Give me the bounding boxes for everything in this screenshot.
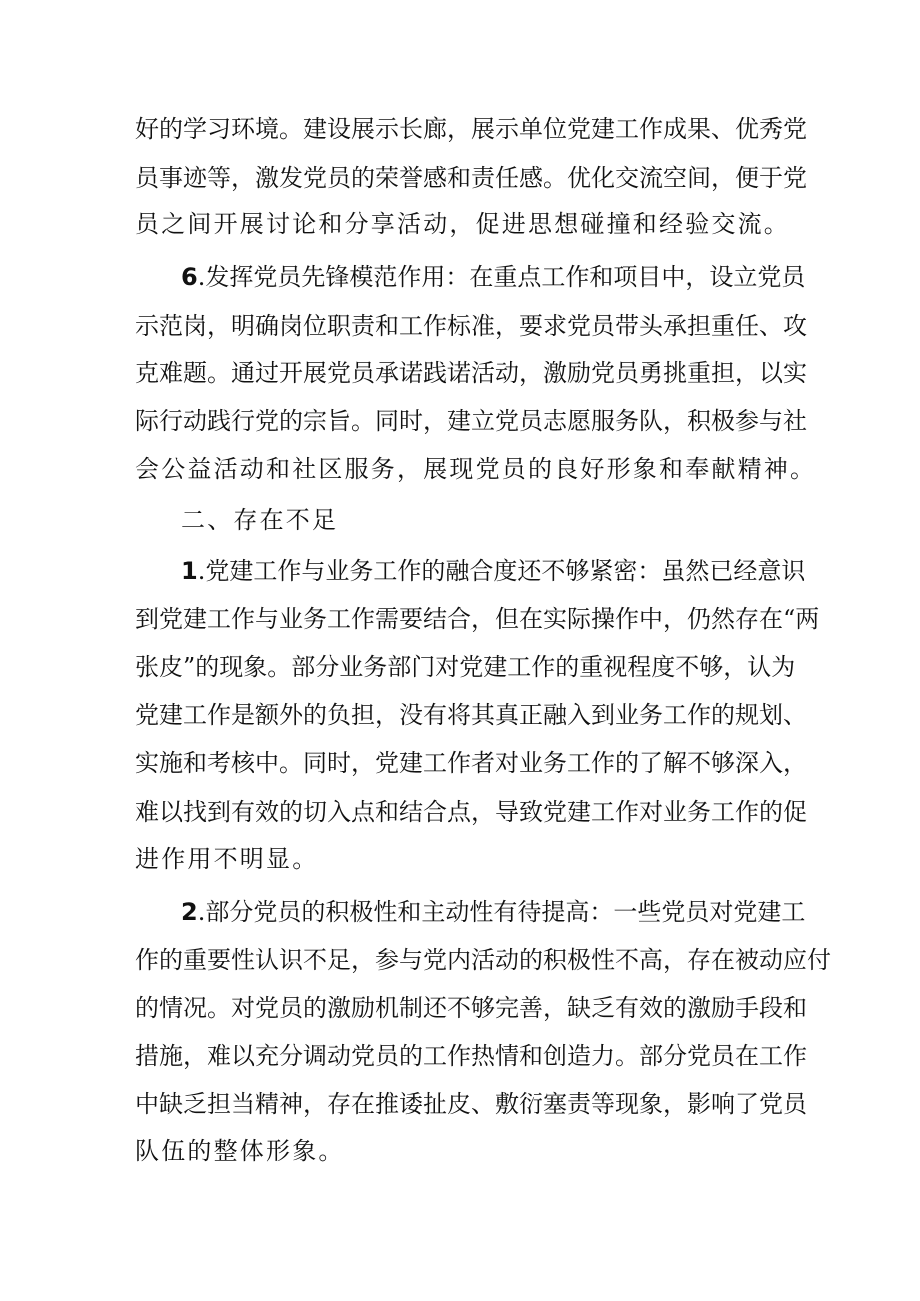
paragraph-line: 际行动践行党的宗旨。同时，建立党员志愿服务队，积极参与社 (135, 407, 807, 435)
item-number: 6 (181, 263, 198, 291)
item-number: 1 (181, 557, 198, 585)
paragraph-line: 实施和考核中。同时，党建工作者对业务工作的了解不够深入， (135, 749, 807, 777)
paragraph-line: 张皮”的现象。部分业务部门对党建工作的重视程度不够，认为 (135, 653, 796, 681)
paragraph-line: 的情况。对党员的激励机制还不够完善，缺乏有效的激励手段和 (135, 994, 807, 1022)
paragraph-first-line (181, 897, 806, 927)
paragraph-line-text: .部分党员的积极性和主动性有待提高：一些党员对党建工 (197, 898, 806, 926)
paragraph-line: 中缺乏担当精神，存在推诿扯皮、敷衍塞责等现象，影响了党员 (135, 1090, 807, 1118)
paragraph-line: 队伍的整体形象。 (135, 1137, 345, 1165)
paragraph-line: 员事迹等，激发党员的荣誉感和责任感。优化交流空间，便于党 (135, 164, 807, 192)
paragraph-line: 作的重要性认识不足，参与党内活动的积极性不高，存在被动应付 (135, 946, 831, 974)
paragraph-line: 到党建工作与业务工作需要结合，但在实际操作中，仍然存在“两 (135, 605, 820, 633)
paragraph-line: 进作用不明显。 (135, 845, 319, 873)
paragraph-first-line (181, 556, 806, 586)
paragraph-line: 党建工作是额外的负担，没有将其真正融入到业务工作的规划、 (135, 701, 807, 729)
paragraph-line: 示范岗，明确岗位职责和工作标准，要求党员带头承担重任、攻 (135, 312, 807, 340)
paragraph-line-text: .党建工作与业务工作的融合度还不够紧密：虽然已经意识 (197, 557, 806, 585)
paragraph-line: 克难题。通过开展党员承诺践诺活动，激励党员勇挑重担，以实 (135, 359, 807, 387)
paragraph-line-text: .发挥党员先锋模范作用：在重点工作和项目中，设立党员 (197, 263, 806, 291)
paragraph-first-line (181, 262, 806, 292)
paragraph-line: 难以找到有效的切入点和结合点，导致党建工作对业务工作的促 (135, 798, 807, 826)
section-heading: 二、存在不足 (181, 506, 339, 534)
paragraph-line: 措施，难以充分调动党员的工作热情和创造力。部分党员在工作 (135, 1042, 807, 1070)
paragraph-line: 好的学习环境。建设展示长廊，展示单位党建工作成果、优秀党 (135, 115, 807, 143)
paragraph-line: 会公益活动和社区服务，展现党员的良好形象和奉献精神。 (135, 455, 817, 483)
paragraph-line: 员之间开展讨论和分享活动，促进思想碰撞和经验交流。 (135, 210, 790, 238)
item-number: 2 (181, 898, 198, 926)
